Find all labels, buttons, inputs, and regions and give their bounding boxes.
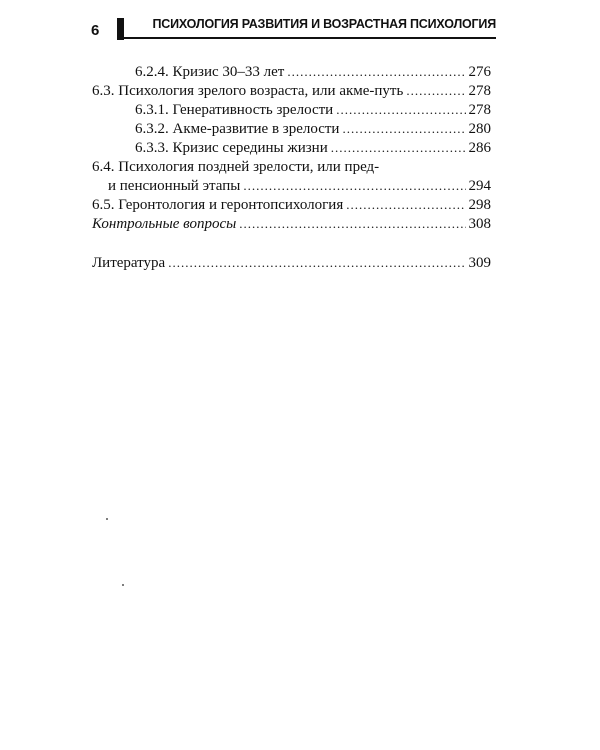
dot-leader xyxy=(239,215,465,233)
toc-entry-title: 6.3.2. Акме-развитие в зрелости xyxy=(135,121,340,137)
scan-speck xyxy=(106,518,108,520)
toc-entry-questions[interactable] xyxy=(92,215,491,233)
toc-entry-page: 308 xyxy=(468,216,491,232)
toc-entry-6-5[interactable] xyxy=(92,196,491,214)
toc-entry-literature[interactable] xyxy=(92,254,491,272)
toc-entry-title: 6.3.3. Кризис середины жизни xyxy=(135,140,328,156)
toc-entry-title: и пенсионный этапы xyxy=(108,178,241,194)
dot-leader xyxy=(346,196,465,214)
scan-speck xyxy=(122,584,124,586)
dot-leader xyxy=(287,63,465,81)
toc-entry-page: 286 xyxy=(468,140,491,156)
dot-leader xyxy=(168,254,465,272)
toc-entry-title: 6.2.4. Кризис 30–33 лет xyxy=(135,64,285,80)
toc-entry-page: 298 xyxy=(468,197,491,213)
dot-leader xyxy=(336,101,465,119)
toc-entry-6-2-4[interactable] xyxy=(135,63,491,81)
dot-leader xyxy=(243,177,465,195)
toc-entry-page: 278 xyxy=(468,83,491,99)
dot-leader xyxy=(406,82,465,100)
toc-entry-6-3-2[interactable] xyxy=(135,120,491,138)
toc-entry-title: 6.5. Геронтология и геронтопсихология xyxy=(92,197,344,213)
toc-entry-6-4-line1: 6.4. Психология поздней зрелости, или пред- xyxy=(92,159,380,175)
toc-entry-page: 276 xyxy=(468,64,491,80)
toc-entry-6-3[interactable] xyxy=(92,82,491,100)
running-title: ПСИХОЛОГИЯ РАЗВИТИЯ И ВОЗРАСТНАЯ ПСИХОЛОГИЯ xyxy=(152,17,496,31)
toc-entry-page: 280 xyxy=(468,121,491,137)
toc-entry-6-3-1[interactable] xyxy=(135,101,491,119)
toc-entry-title: Контрольные вопросы xyxy=(92,216,237,232)
toc-entry-page: 309 xyxy=(468,255,491,271)
dot-leader xyxy=(342,120,465,138)
page-number: 6 xyxy=(91,22,100,39)
toc-entry-title: 6.3.1. Генеративность зрелости xyxy=(135,102,334,118)
dot-leader xyxy=(331,139,466,157)
toc-entry-title: 6.3. Психология зрелого возраста, или акме-путь xyxy=(92,83,404,99)
toc-entry-6-3-3[interactable] xyxy=(135,139,491,157)
toc-entry-page: 278 xyxy=(468,102,491,118)
toc-entry-title: Литература xyxy=(92,255,166,271)
toc-entry-6-4[interactable] xyxy=(108,177,491,195)
toc-entry-page: 294 xyxy=(468,178,491,194)
